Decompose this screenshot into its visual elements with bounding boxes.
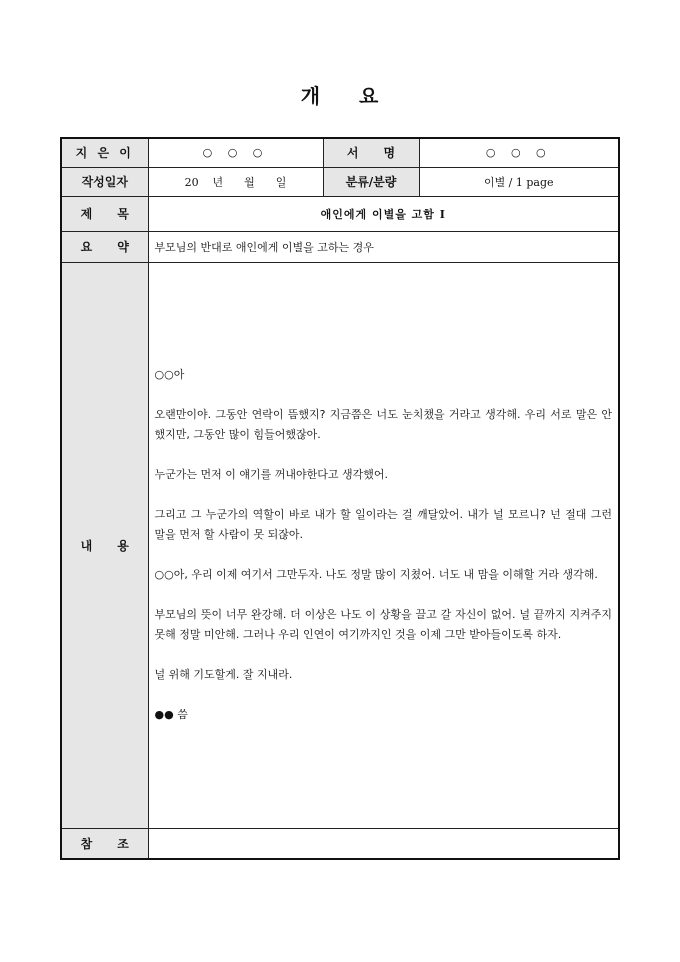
- content-paragraph-4: ○○아, 우리 이제 여기서 그만두자. 나도 정말 많이 지쳤어. 너도 내 맘을 이해할 거라 생각해.: [154, 568, 598, 581]
- category-value: 이별 / 1 page: [419, 167, 619, 196]
- content-paragraph-1: 오랜만이야. 그동안 연락이 뜸했지? 지금쯤은 너도 눈치챘을 거라고 생각해. 우리 서로 말은 안 했지만, 그동안 많이 힘들어했잖아.: [154, 408, 612, 441]
- content-paragraph-6: 널 위해 기도할게. 잘 지내라.: [154, 668, 293, 681]
- subject-value: 애인에게 이별을 고함 I: [148, 196, 619, 231]
- sign-label: 서 명: [323, 138, 419, 167]
- summary-value: 부모님의 반대로 애인에게 이별을 고하는 경우: [148, 231, 619, 262]
- page-title: 개 요: [300, 84, 380, 108]
- content-label: 내 용: [61, 262, 148, 828]
- subject-label: 제 목: [61, 196, 148, 231]
- content-paragraph-3: 그리고 그 누군가의 역할이 바로 내가 할 일이라는 걸 깨달았어. 내가 널 모르니? 넌 절대 그런 말을 먼저 할 사람이 못 되잖아.: [154, 508, 612, 541]
- summary-label: 요 약: [61, 231, 148, 262]
- category-label: 분류/분량: [323, 167, 419, 196]
- author-label: 지 은 이: [61, 138, 148, 167]
- content-greeting: ○○아: [154, 368, 185, 381]
- author-value: ○ ○ ○: [148, 138, 323, 167]
- content-paragraph-5: 부모님의 뜻이 너무 완강해. 더 이상은 나도 이 상황을 끌고 갈 자신이 없어. 널 끝까지 지켜주지 못해 정말 미안해. 그러나 우리 인연이 여기까지인 것을 이제 그만 받아들이도록 하자.: [154, 608, 612, 641]
- content-signature: ●● 씀: [154, 708, 188, 721]
- reference-value: [148, 828, 619, 859]
- content-body: [148, 262, 619, 828]
- date-label: 작성일자: [61, 167, 148, 196]
- sign-value: ○ ○ ○: [419, 138, 619, 167]
- content-paragraph-2: 누군가는 먼저 이 얘기를 꺼내야한다고 생각했어.: [154, 468, 388, 481]
- summary-table: [60, 137, 620, 860]
- date-value: 20 년 월 일: [148, 167, 323, 196]
- reference-label: 참 조: [61, 828, 148, 859]
